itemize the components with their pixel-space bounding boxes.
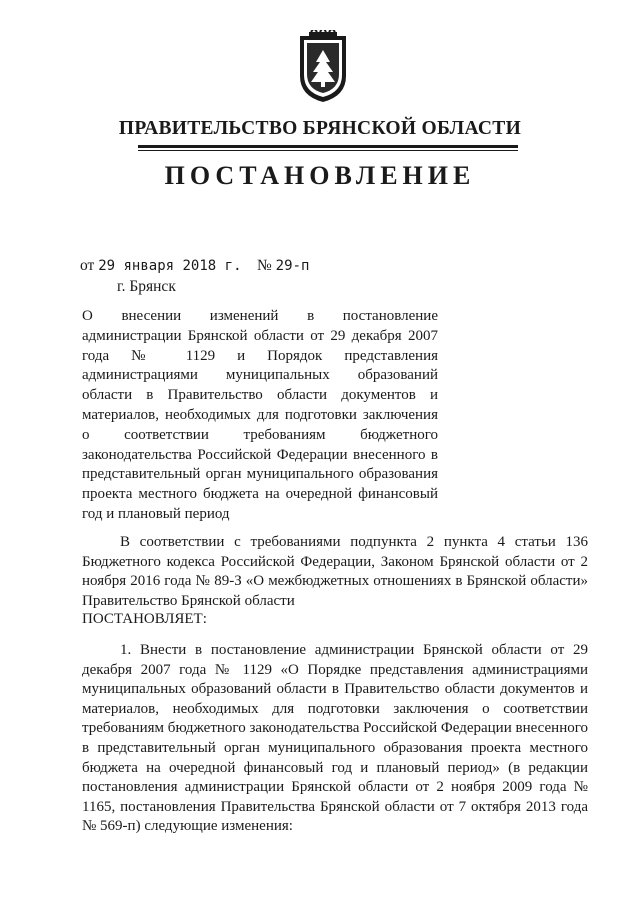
- number-value: 29-п: [275, 258, 310, 274]
- document-type-title: ПОСТАНОВЛЕНИЕ: [164, 161, 476, 190]
- document-subject: О внесении изменений в постановление администрации Брянской области от 29 декабря 2007 года № 1129 и Порядок представления администрациями муниципальных образований области в Правительство области документов и материалов, необходимых для подготовки заключения о соответствии требованиям бюджетного законодательства Российской Федерации внесенного в представительный орган муниципального образования проекта местного бюджета на очередной финансовый год и плановый период: [82, 308, 438, 522]
- header-rule-thick: [138, 145, 518, 148]
- date-value: 29 января 2018 г.: [98, 258, 242, 274]
- date-number-line: [80, 257, 309, 275]
- item-1-paragraph: 1. Внести в постановление администрации Брянской области от 29 декабря 2007 года № 1129 «О Порядке представления администрациями муниципальных образований области в Правительство области документов и материалов, необходимых для подготовки заключения о соответствии требованиям бюджетного законодательства Российской Федерации внесенного в представительный орган муниципального образования проекта местного бюджета на очередной финансовый год и плановый период» (в редакции постановления администрации Брянской области от 2 ноября 2009 года № 1165, постановления Правительства Брянской области от 7 октября 2013 года № 569-п) следующие изменения:: [82, 642, 588, 835]
- coat-of-arms-icon: [296, 30, 350, 106]
- header-rule-thin: [138, 150, 518, 151]
- organization-name: ПРАВИТЕЛЬСТВО БРЯНСКОЙ ОБЛАСТИ: [118, 118, 522, 139]
- preamble-paragraph: В соответствии с требованиями подпункта 2 пункта 4 статьи 136 Бюджетного кодекса Российской Федерации, Законом Брянской области от 2 ноября 2016 года № 89-З «О межбюджетных отношениях в Брянской области» Правительство Брянской области: [82, 534, 588, 609]
- city: г. Брянск: [117, 278, 176, 295]
- decree-word: ПОСТАНОВЛЯЕТ:: [82, 611, 207, 627]
- number-prefix: №: [257, 257, 272, 274]
- date-prefix: от: [80, 257, 95, 274]
